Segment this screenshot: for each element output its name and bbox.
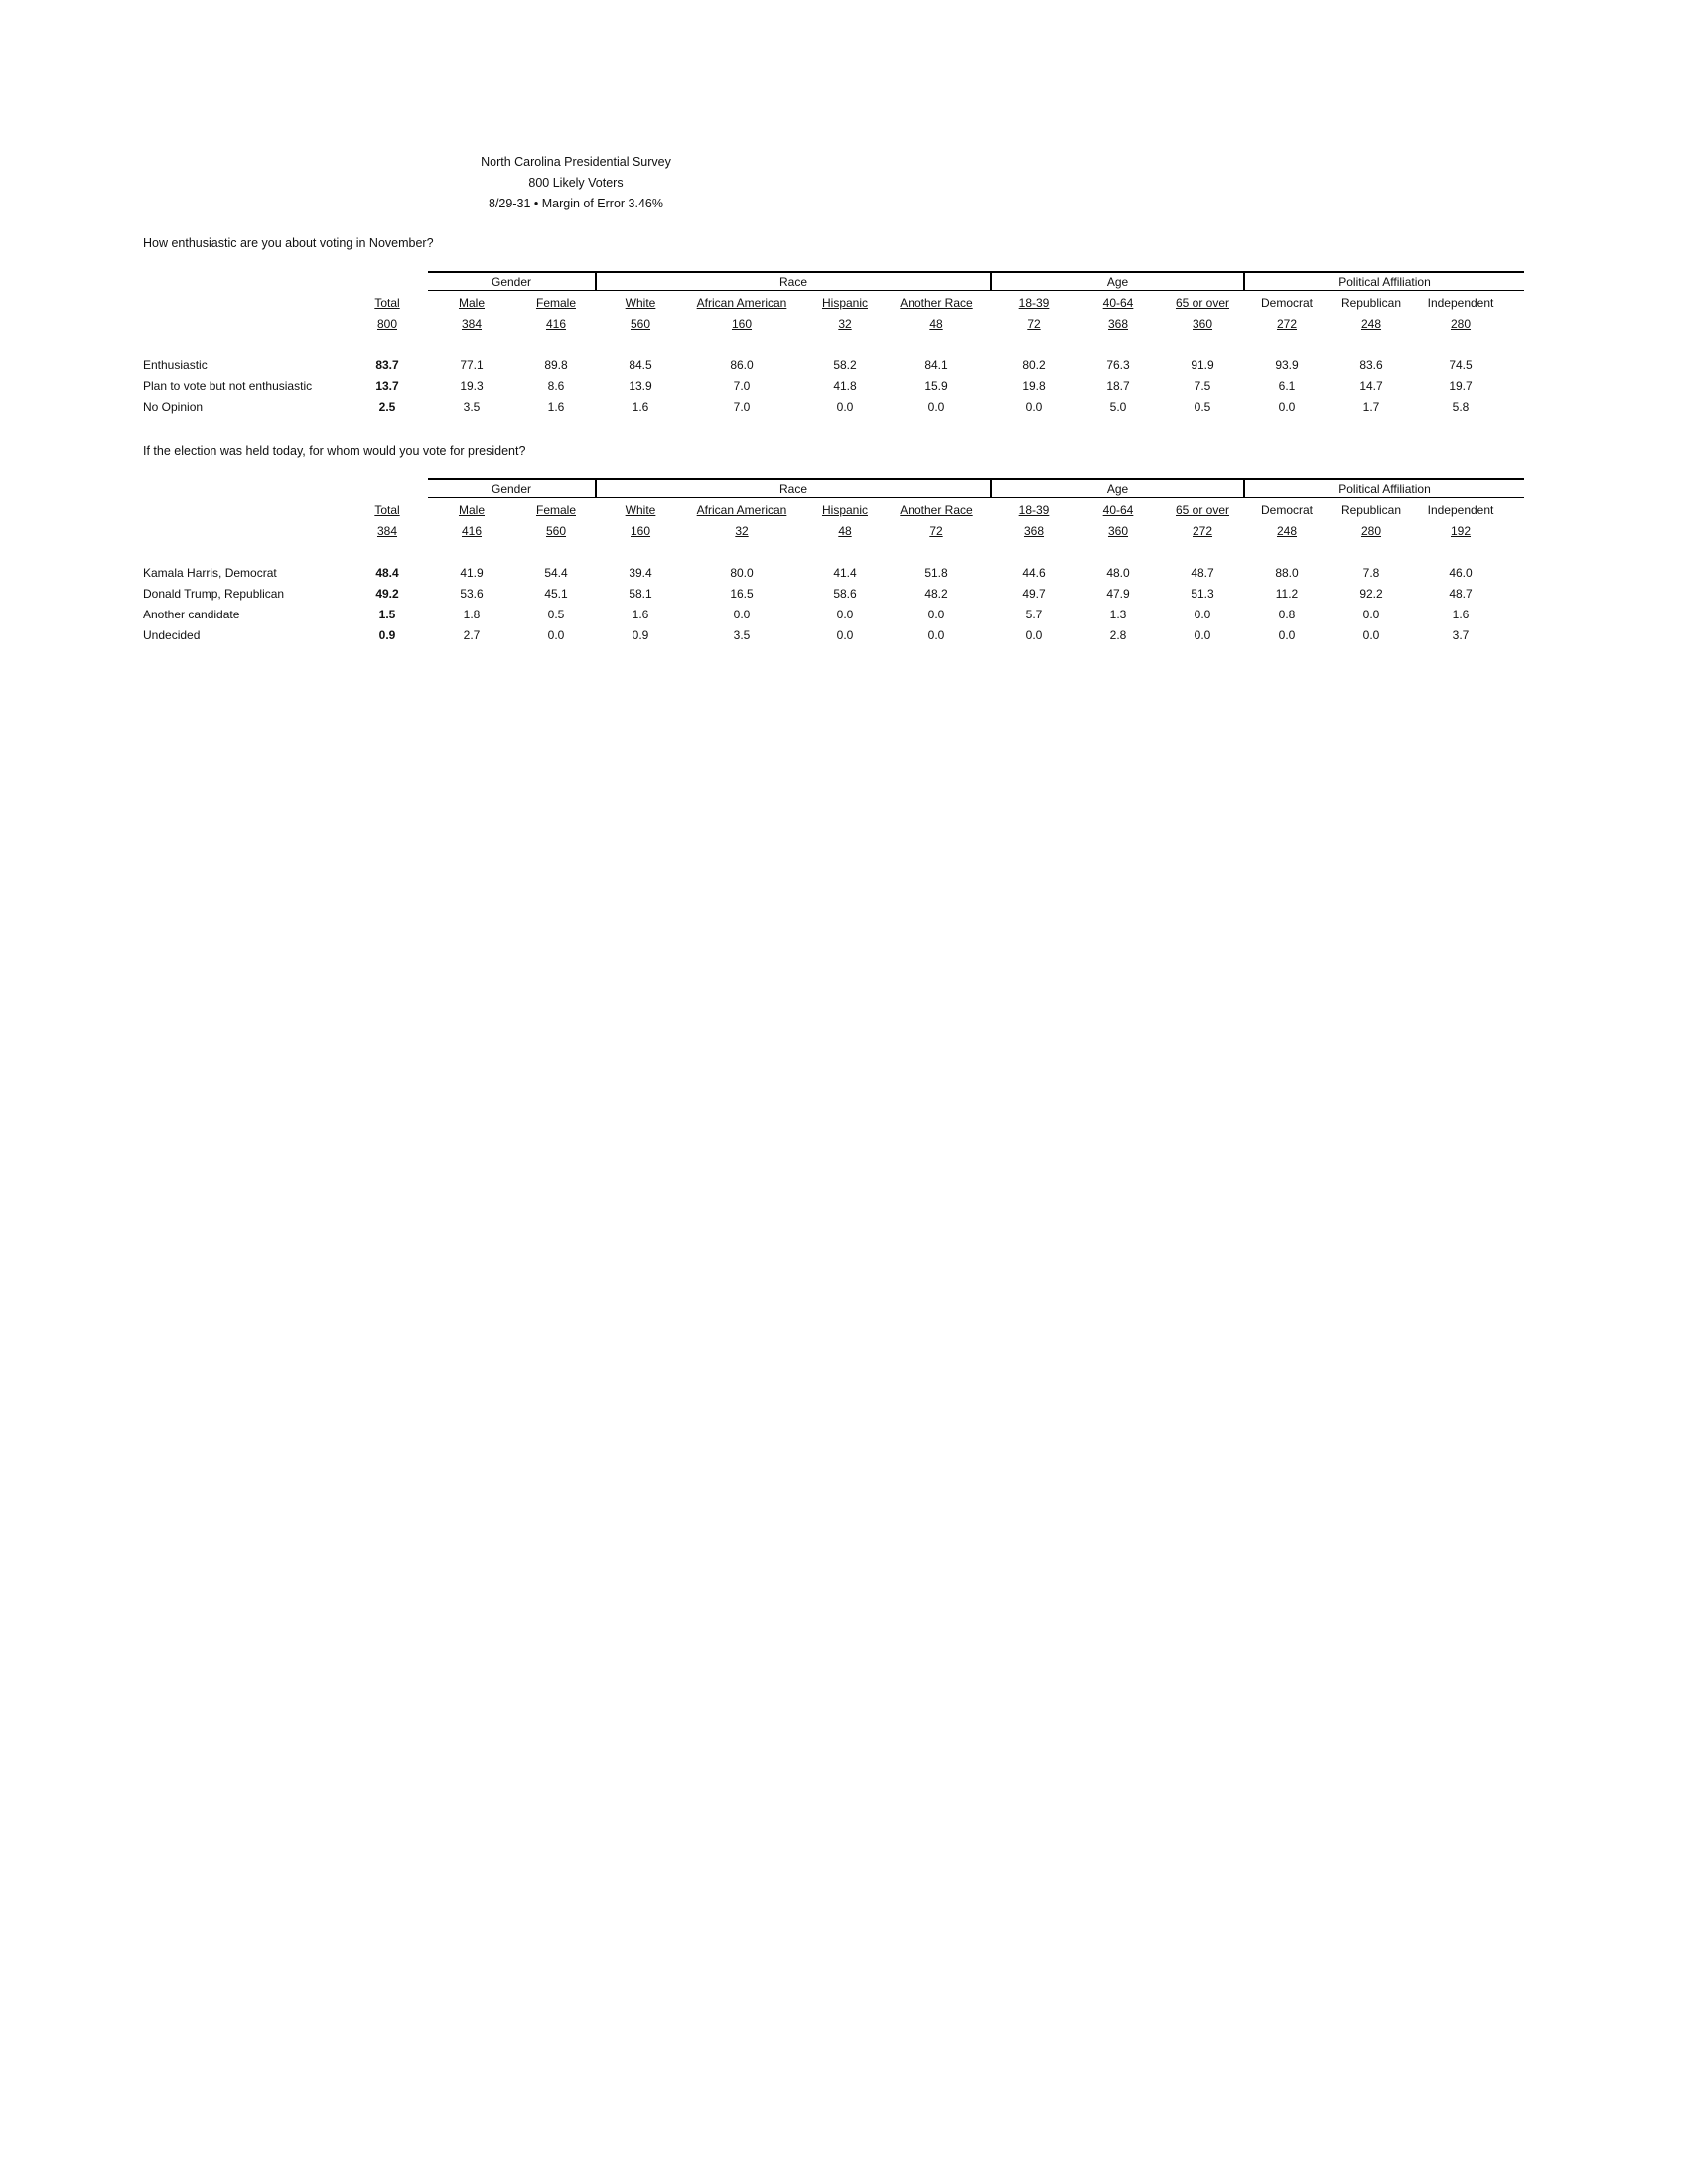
- total-value: 1.5: [378, 608, 396, 621]
- data-cell: 80.0: [730, 566, 754, 580]
- data-cell: 0.9: [632, 628, 649, 642]
- crosstab-table: [143, 478, 1524, 856]
- group-header-gender: Gender: [428, 271, 595, 291]
- data-cell: 2.7: [463, 628, 481, 642]
- data-cell: 0.5: [547, 608, 565, 621]
- row-label: Kamala Harris, Democrat: [143, 566, 277, 580]
- total-value: 13.7: [375, 379, 399, 393]
- data-cell: 14.7: [1359, 379, 1383, 393]
- column-base-n: 72: [1027, 317, 1041, 331]
- total-value: 48.4: [375, 566, 399, 580]
- survey-dates-margin: 8/29-31 • Margin of Error 3.46%: [489, 197, 663, 210]
- data-cell: 11.2: [1275, 587, 1299, 601]
- data-cell: 92.2: [1359, 587, 1383, 601]
- data-cell: 2.8: [1109, 628, 1127, 642]
- data-cell: 7.8: [1362, 566, 1380, 580]
- data-cell: 0.0: [927, 608, 945, 621]
- column-header: Hispanic: [821, 503, 869, 517]
- data-cell: 1.8: [463, 608, 481, 621]
- data-cell: 19.8: [1022, 379, 1046, 393]
- row-label: Donald Trump, Republican: [143, 587, 285, 601]
- data-cell: 0.0: [1362, 608, 1380, 621]
- data-cell: 1.3: [1109, 608, 1127, 621]
- column-base-n: 280: [1450, 317, 1472, 331]
- data-cell: 93.9: [1275, 358, 1299, 372]
- data-cell: 86.0: [730, 358, 754, 372]
- group-header-age: Age: [990, 271, 1243, 291]
- data-cell: 53.6: [460, 587, 484, 601]
- total-value: 49.2: [375, 587, 399, 601]
- data-cell: 47.9: [1106, 587, 1130, 601]
- data-cell: 41.8: [833, 379, 857, 393]
- data-cell: 0.0: [1025, 400, 1043, 414]
- total-value: 2.5: [378, 400, 396, 414]
- data-cell: 83.6: [1359, 358, 1383, 372]
- column-base-n: 368: [1023, 524, 1045, 538]
- data-cell: 91.9: [1191, 358, 1214, 372]
- column-base-n: 272: [1276, 317, 1298, 331]
- data-cell: 18.7: [1106, 379, 1130, 393]
- column-header: Total: [374, 503, 400, 517]
- data-cell: 39.4: [629, 566, 652, 580]
- data-cell: 19.3: [460, 379, 484, 393]
- data-cell: 45.1: [544, 587, 568, 601]
- column-header: 18-39: [1018, 296, 1050, 310]
- column-base-n: 384: [461, 317, 483, 331]
- column-header: White: [625, 503, 656, 517]
- data-cell: 6.1: [1278, 379, 1296, 393]
- column-base-n: 248: [1276, 524, 1298, 538]
- total-value: 83.7: [375, 358, 399, 372]
- column-header: African American: [696, 296, 787, 310]
- data-cell: 0.0: [836, 400, 854, 414]
- survey-sample: 800 Likely Voters: [528, 176, 624, 190]
- data-cell: 5.7: [1025, 608, 1043, 621]
- data-cell: 51.8: [924, 566, 948, 580]
- column-base-n: 280: [1360, 524, 1382, 538]
- row-label: Another candidate: [143, 608, 240, 621]
- data-cell: 3.5: [463, 400, 481, 414]
- data-cell: 16.5: [730, 587, 754, 601]
- data-cell: 88.0: [1275, 566, 1299, 580]
- data-cell: 0.0: [836, 608, 854, 621]
- column-header: African American: [696, 503, 787, 517]
- column-header: Another Race: [900, 503, 973, 517]
- column-header: Male: [458, 503, 485, 517]
- question-text: If the election was held today, for whom would you vote for president?: [143, 444, 526, 458]
- column-base-n: 560: [545, 524, 567, 538]
- column-base-n: 560: [630, 317, 651, 331]
- group-header-gender: Gender: [428, 478, 595, 498]
- row-label: Plan to vote but not enthusiastic: [143, 379, 313, 393]
- column-header: Female: [535, 296, 576, 310]
- row-label: No Opinion: [143, 400, 204, 414]
- column-header: Female: [535, 503, 576, 517]
- data-cell: 1.6: [547, 400, 565, 414]
- question-text: How enthusiastic are you about voting in November?: [143, 236, 434, 250]
- data-cell: 84.1: [924, 358, 948, 372]
- total-value: 0.9: [378, 628, 396, 642]
- data-cell: 0.0: [1278, 400, 1296, 414]
- data-cell: 58.6: [833, 587, 857, 601]
- data-cell: 7.0: [733, 400, 751, 414]
- data-cell: 15.9: [924, 379, 948, 393]
- data-cell: 51.3: [1191, 587, 1214, 601]
- data-cell: 0.0: [1278, 628, 1296, 642]
- data-cell: 1.6: [632, 400, 649, 414]
- column-base-n: 160: [630, 524, 651, 538]
- data-cell: 48.7: [1191, 566, 1214, 580]
- column-base-n: 384: [376, 524, 398, 538]
- data-cell: 84.5: [629, 358, 652, 372]
- column-header: Total: [374, 296, 400, 310]
- column-header: Republican: [1340, 503, 1402, 517]
- column-header: 18-39: [1018, 503, 1050, 517]
- column-header: Hispanic: [821, 296, 869, 310]
- column-base-n: 360: [1192, 317, 1213, 331]
- data-cell: 49.7: [1022, 587, 1046, 601]
- data-cell: 77.1: [460, 358, 484, 372]
- column-base-n: 32: [838, 317, 852, 331]
- data-cell: 5.0: [1109, 400, 1127, 414]
- data-cell: 41.4: [833, 566, 857, 580]
- row-label: Enthusiastic: [143, 358, 208, 372]
- column-base-n: 272: [1192, 524, 1213, 538]
- data-cell: 89.8: [544, 358, 568, 372]
- column-base-n: 416: [461, 524, 483, 538]
- column-base-n: 800: [376, 317, 398, 331]
- column-header: Republican: [1340, 296, 1402, 310]
- data-cell: 0.8: [1278, 608, 1296, 621]
- data-cell: 0.5: [1194, 400, 1211, 414]
- data-cell: 0.0: [1194, 608, 1211, 621]
- data-cell: 0.0: [1025, 628, 1043, 642]
- data-cell: 44.6: [1022, 566, 1046, 580]
- data-cell: 0.0: [733, 608, 751, 621]
- column-header: Male: [458, 296, 485, 310]
- column-header: 40-64: [1102, 296, 1134, 310]
- survey-title: North Carolina Presidential Survey: [481, 155, 671, 169]
- column-header: 40-64: [1102, 503, 1134, 517]
- data-cell: 58.2: [833, 358, 857, 372]
- data-cell: 8.6: [547, 379, 565, 393]
- column-base-n: 72: [929, 524, 943, 538]
- row-label: Undecided: [143, 628, 201, 642]
- column-base-n: 160: [731, 317, 753, 331]
- column-base-n: 48: [929, 317, 943, 331]
- data-cell: 7.0: [733, 379, 751, 393]
- data-cell: 7.5: [1194, 379, 1211, 393]
- data-cell: 46.0: [1449, 566, 1473, 580]
- data-cell: 48.2: [924, 587, 948, 601]
- data-cell: 48.7: [1449, 587, 1473, 601]
- data-cell: 80.2: [1022, 358, 1046, 372]
- column-header: Another Race: [900, 296, 973, 310]
- column-base-n: 416: [545, 317, 567, 331]
- data-cell: 1.6: [632, 608, 649, 621]
- group-header-age: Age: [990, 478, 1243, 498]
- data-cell: 0.0: [1194, 628, 1211, 642]
- group-header-political-affiliation: Political Affiliation: [1243, 478, 1524, 498]
- data-cell: 0.0: [547, 628, 565, 642]
- data-cell: 76.3: [1106, 358, 1130, 372]
- column-header: Independent: [1427, 296, 1494, 310]
- data-cell: 0.0: [927, 400, 945, 414]
- column-base-n: 48: [838, 524, 852, 538]
- data-cell: 3.5: [733, 628, 751, 642]
- data-cell: 1.6: [1452, 608, 1470, 621]
- data-cell: 3.7: [1452, 628, 1470, 642]
- data-cell: 0.0: [836, 628, 854, 642]
- column-base-n: 248: [1360, 317, 1382, 331]
- data-cell: 1.7: [1362, 400, 1380, 414]
- group-header-political-affiliation: Political Affiliation: [1243, 271, 1524, 291]
- data-cell: 41.9: [460, 566, 484, 580]
- data-cell: 0.0: [927, 628, 945, 642]
- data-cell: 74.5: [1449, 358, 1473, 372]
- column-base-n: 192: [1450, 524, 1472, 538]
- column-header: Democrat: [1260, 296, 1313, 310]
- data-cell: 54.4: [544, 566, 568, 580]
- column-header: 65 or over: [1175, 296, 1230, 310]
- data-cell: 5.8: [1452, 400, 1470, 414]
- survey-header: [377, 152, 774, 214]
- data-cell: 58.1: [629, 587, 652, 601]
- column-base-n: 368: [1107, 317, 1129, 331]
- group-header-race: Race: [595, 478, 990, 498]
- column-header: Democrat: [1260, 503, 1313, 517]
- column-header: White: [625, 296, 656, 310]
- column-header: 65 or over: [1175, 503, 1230, 517]
- data-cell: 48.0: [1106, 566, 1130, 580]
- data-cell: 19.7: [1449, 379, 1473, 393]
- column-header: Independent: [1427, 503, 1494, 517]
- column-base-n: 360: [1107, 524, 1129, 538]
- data-cell: 0.0: [1362, 628, 1380, 642]
- data-cell: 13.9: [629, 379, 652, 393]
- column-base-n: 32: [735, 524, 749, 538]
- group-header-race: Race: [595, 271, 990, 291]
